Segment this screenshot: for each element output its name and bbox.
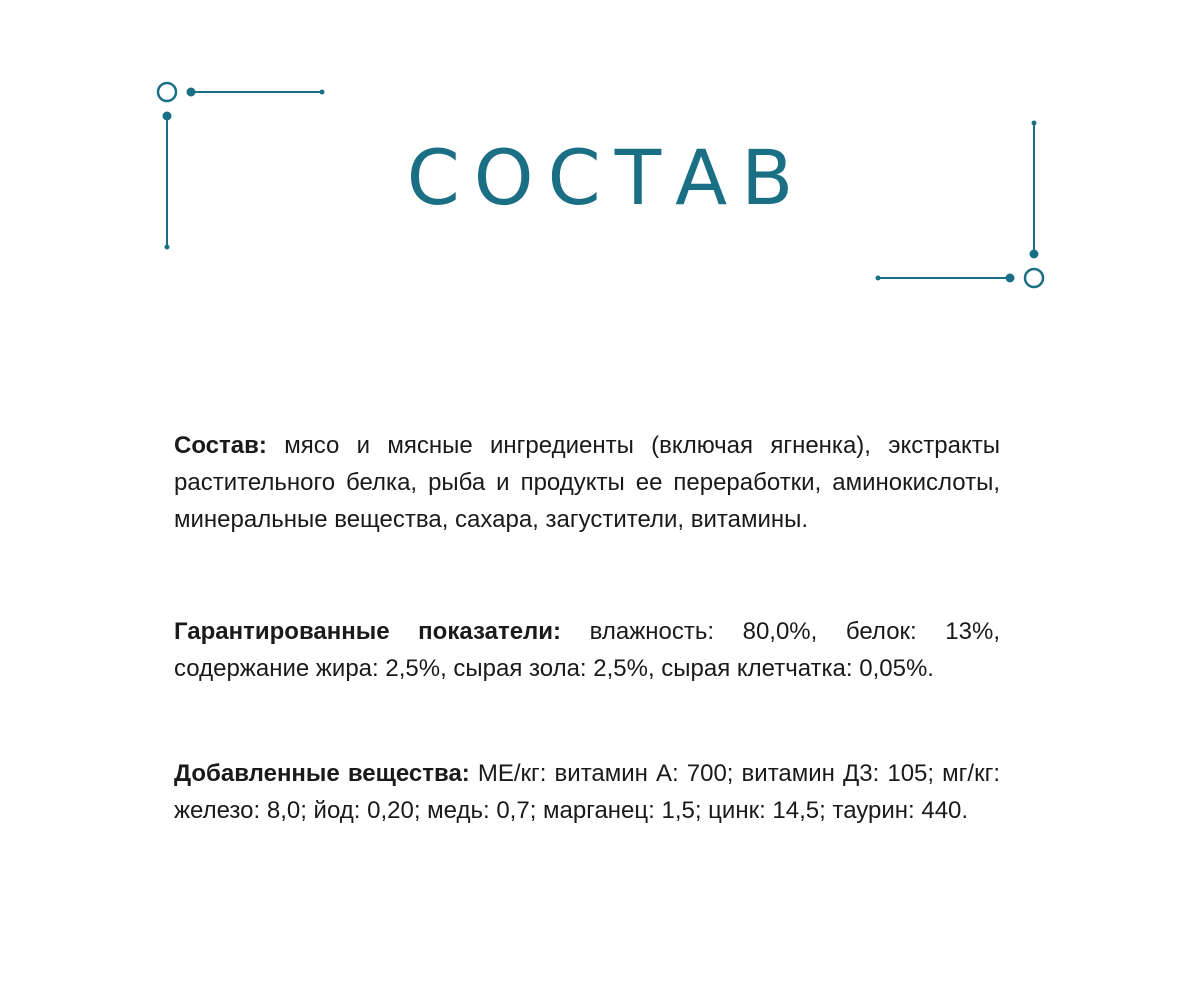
- page-title: СОСТАВ: [406, 133, 808, 222]
- composition-label: Состав:: [174, 432, 267, 459]
- guaranteed-values-paragraph: [174, 613, 1000, 687]
- guaranteed-values-text: влажность: 80,0%, белок: 13%, содержание жира: 2,5%, сырая зола: 2,5%, сырая клетчатка: 0,05%.: [174, 618, 1001, 682]
- bottom-right-dot-horizontal: [1006, 274, 1015, 283]
- top-left-end-dot-horizontal: [320, 90, 325, 95]
- top-left-end-dot-vertical: [165, 245, 170, 250]
- top-left-ring: [158, 83, 176, 101]
- bottom-right-dot-vertical: [1030, 250, 1039, 259]
- composition-paragraph: [174, 427, 1000, 538]
- additives-text: МЕ/кг: витамин А: 700; витамин Д3: 105; мг/кг: железо: 8,0; йод: 0,20; медь: 0,7; марганец: 1,5; цинк: 14,5; таурин: 440.: [174, 760, 1000, 824]
- additives-label: Добавленные вещества:: [174, 760, 470, 787]
- additives-paragraph: [174, 755, 1000, 829]
- guaranteed-values-label: Гарантированные показатели:: [174, 618, 562, 645]
- composition-text: мясо и мясные ингредиенты (включая ягненка), экстракты растительного белка, рыба и продукты ее переработки, аминокислоты, минеральные вещества, сахара, загустители, витамины.: [174, 432, 1001, 533]
- bottom-right-ring: [1025, 269, 1043, 287]
